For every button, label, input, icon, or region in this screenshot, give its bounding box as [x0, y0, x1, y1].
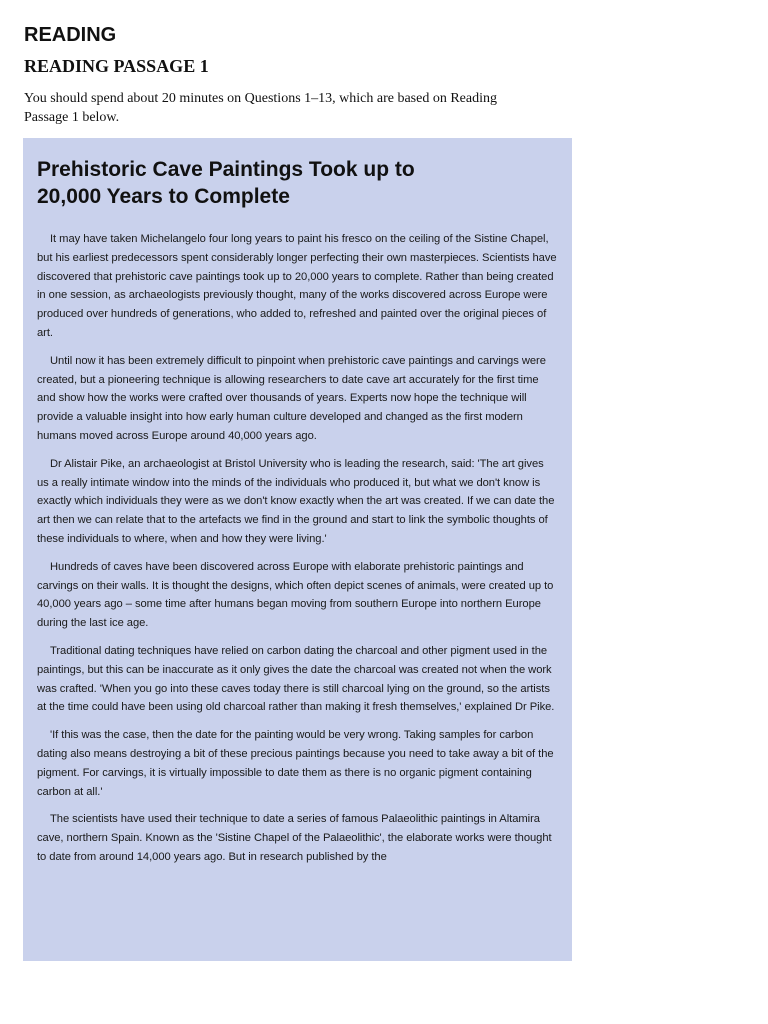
paragraph-6: 'If this was the case, then the date for the painting would be very wrong. Taking samples for carbon dating also means destroying a bit of these precious paintings because you need to take away a bit of the pigment. For carvings, it is virtually impossible to date them as there is no organic pigment containing carbon at all.'	[37, 729, 554, 798]
paragraph-3: Dr Alistair Pike, an archaeologist at Bristol University who is leading the research, said: 'The art gives us a really intimate window into the minds of the individuals who produced it, but what we don't know is exactly which individuals they were as we don't know exactly when the art was created. If we can date the art then we can relate that to the artefacts we find in the ground and start to link the symbolic thoughts of these individuals to where, when and how they were living.'	[37, 457, 555, 545]
paragraph-7: The scientists have used their technique to date a series of famous Palaeolithic paintings in Altamira cave, northern Spain. Known as the 'Sistine Chapel of the Palaeolithic', the elaborate works were thought to date from around 14,000 years ago. But in research published by the	[37, 813, 552, 863]
paragraph-2: Until now it has been extremely difficult to pinpoint when prehistoric cave paintings and carvings were created, but a pioneering technique is allowing researchers to date cave art accurately for the first time and show how the works were crafted over thousands of years. Experts now hope the technique will provide a valuable insight into how early human culture developed and changed as the first modern humans moved across Europe around 40,000 years ago.	[37, 354, 546, 442]
paragraph-5: Traditional dating techniques have relied on carbon dating the charcoal and other pigment used in the paintings, but this can be inaccurate as it only gives the date the charcoal was created not when the work was crafted. 'When you go into these caves today there is still charcoal lying on the ground, so the artists at the time could have been using old charcoal rather than making it fresh themselves,' explained Dr Pike.	[37, 644, 555, 714]
paragraph-4: Hundreds of caves have been discovered across Europe with elaborate prehistoric paintings and carvings on their walls. It is thought the designs, which often depict scenes of animals, were created up to 40,000 years ago – some time after humans began moving from southern Europe into northern Europe during the last ice age.	[37, 560, 554, 630]
passage-box	[23, 138, 572, 961]
paragraph-1: It may have taken Michelangelo four long years to paint his fresco on the ceiling of the Sistine Chapel, but his earliest predecessors spent considerably longer perfecting their own masterpieces. Scientists have discovered that prehistoric cave paintings took up to 20,000 years to complete. Rather than being created in one session, as archaeologists previously thought, many of the works discovered across Europe were produced over hundreds of generations, who added to, refreshed and painted over the original pieces of art.	[37, 233, 557, 339]
instruction-text: You should spend about 20 minutes on Questions 1–13, which are based on Reading Passage 1 below.	[24, 91, 497, 125]
section-label: READING	[24, 24, 117, 46]
passage-label: READING PASSAGE 1	[24, 56, 209, 76]
passage-title: Prehistoric Cave Paintings Took up to 20,000 Years to Complete	[37, 158, 415, 208]
